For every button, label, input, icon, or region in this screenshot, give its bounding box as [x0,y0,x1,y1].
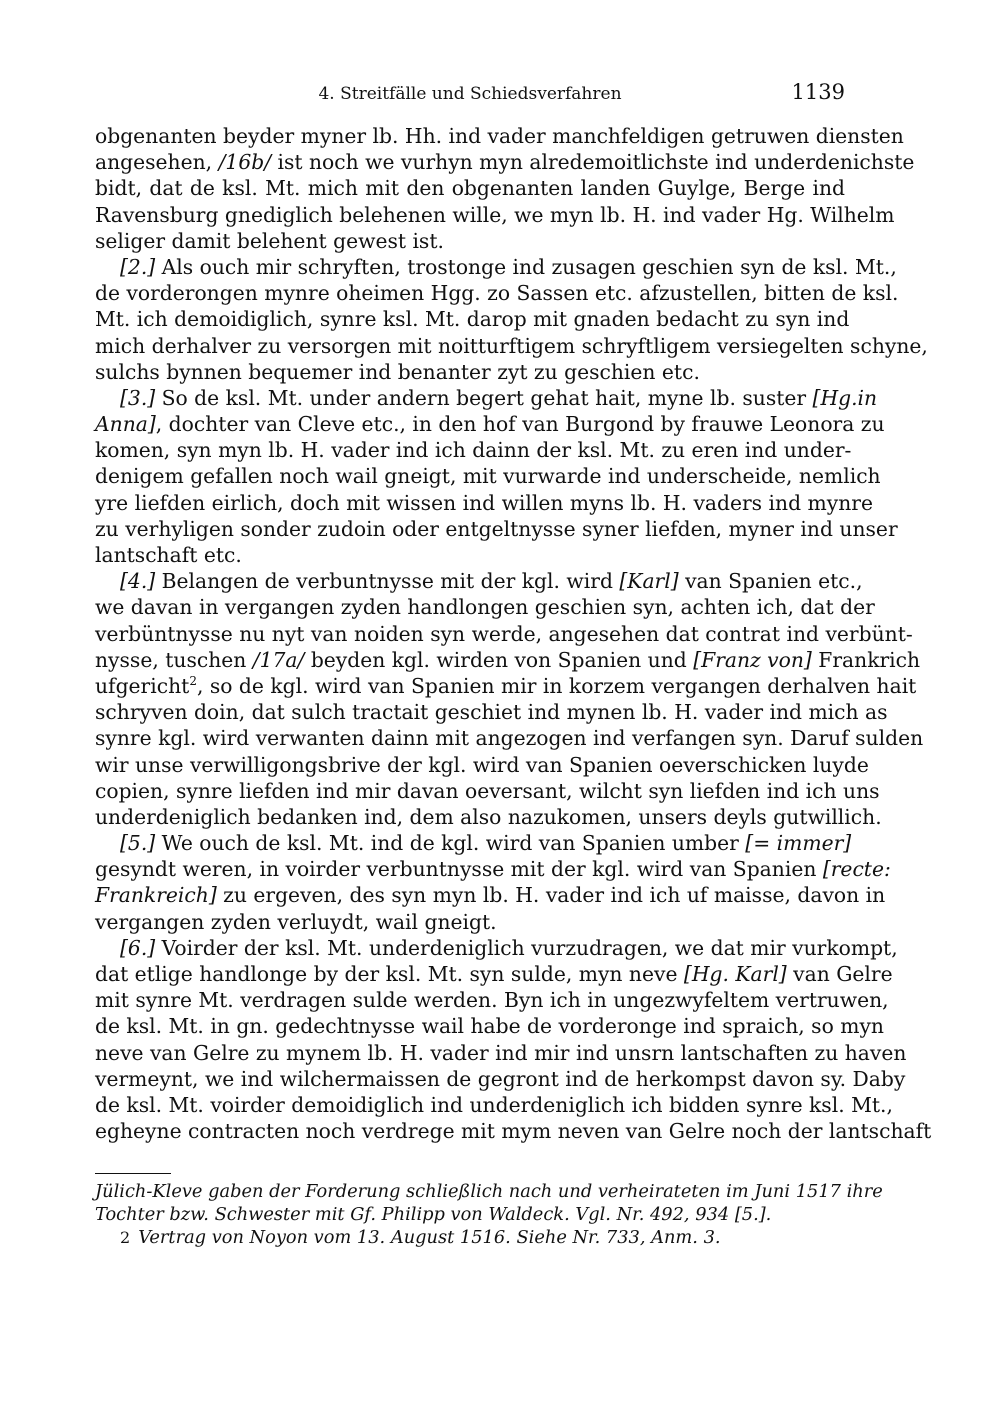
text-line [95,1066,906,1092]
text-segment: ufgericht [95,673,190,698]
text-segment: lantschaft etc. [95,543,242,567]
text-segment: , so de kgl. wird van Spanien mir in korzem vergangen derhalven hait [196,673,917,698]
text-segment: copien, synre liefden ind mir davan oeversant, wilcht syn liefden ind ich uns [95,778,880,803]
footnote-ref: 2 [189,674,197,689]
text-line [95,752,869,778]
text-line [95,961,893,987]
text-segment: van Gelre [786,962,893,986]
italic-segment: [6.] [120,935,156,960]
text-segment: synre kgl. wird verwanten dainn mit angezogen ind verfangen syn. Daruf sulden [95,726,924,751]
text-line [95,411,885,437]
text-segment: egheyne contracten noch verdrege mit mym neven van Gelre noch der lantschaft [95,1119,932,1144]
text-segment: Als ouch mir schryften, trostonge ind zusagen geschien syn de ksl. Mt., [155,254,897,279]
text-line [95,437,852,463]
text-line [95,647,921,673]
text-segment: yre liefden eirlich, doch mit wissen ind willen myns lb. H. vaders ind mynre [95,490,873,515]
italic-segment: /17a/ [252,647,305,672]
text-segment: vermeynt, we ind wilchermaissen de gegront ind de herkompst davon sy. Daby [95,1066,906,1091]
italic-segment: [Hg.in [812,385,878,410]
text-segment: obgenanten beyder myner lb. Hh. ind vader manchfeldigen getruwen diensten [95,124,904,148]
italic-segment: /16b/ [218,150,272,175]
text-line [95,385,878,411]
text-segment: de ksl. Mt. in gn. gedechtnysse wail habe de vorderonge ind spraich, so myn [95,1014,884,1039]
italic-segment: [Hg. Karl] [683,962,787,986]
text-line [95,673,917,699]
text-line [95,909,845,935]
main-text [95,123,932,1144]
text-line [95,149,915,175]
text-line [95,935,898,961]
text-segment: van Spanien etc., [678,569,863,594]
italic-segment: [2.] [120,254,156,279]
footnote-2-text: Vertrag von Noyon vom 13. August 1516. Siehe Nr. 733, Anm. 3. [138,1227,721,1248]
text-line [95,175,845,201]
text-segment: bidt, dat de ksl. Mt. mich mit den obgenanten landen Guylge, Berge ind [95,176,845,201]
italic-segment: [recte: [822,857,891,882]
text-segment: We ouch de ksl. Mt. ind de kgl. wird van Spanien umber [155,831,746,856]
text-line [95,280,899,306]
text-line [95,830,852,856]
text-segment: denigem gefallen noch wail gneigt, mit vurwarde ind underscheide, nemlich [95,464,881,489]
text-segment: schryven doin, dat sulch tractait geschiet ind mynen lb. H. vader ind mich as [95,700,888,725]
text-line [95,306,850,332]
text-segment: sulchs bynnen bequemer ind benanter zyt zu geschien etc. [95,359,700,384]
text-segment: dat etlige handlonge by der ksl. Mt. syn sulde, myn neve [95,962,684,986]
text-line [95,228,845,254]
text-line [95,882,886,908]
italic-segment: [Karl] [619,569,679,594]
page-header [95,80,845,110]
text-segment: Belangen de verbuntnysse mit der kgl. wird [155,569,620,594]
text-line [95,542,845,568]
text-line [95,699,888,725]
text-line [95,202,895,228]
text-line [95,987,889,1013]
footnote-1-line-1: Jülich-Kleve gaben der Forderung schließlich nach und verheirateten im Juni 1517 ihre [95,1181,883,1202]
text-line [95,1118,932,1144]
footnotes [95,1180,883,1249]
italic-segment: [3.] [120,385,156,410]
text-line [95,254,897,280]
text-segment: angesehen, [95,150,219,175]
text-segment: ist noch we vurhyn myn alredemoitlichste ind underdenichste [271,150,915,175]
italic-segment: Anna] [95,412,156,437]
text-segment: beyden kgl. wirden von Spanien und [304,647,694,672]
text-line [95,1013,884,1039]
text-line [95,568,863,594]
text-segment: neve van Gelre zu mynem lb. H. vader ind mir ind unsrn lantschaften zu haven [95,1040,907,1065]
text-line [95,333,928,359]
text-segment: vergangen zyden verluydt, wail gneigt. [95,909,497,934]
text-segment: komen, syn myn lb. H. vader ind ich dainn der ksl. Mt. zu eren ind under- [95,438,852,463]
page-number: 1139 [791,80,845,104]
text-segment: de vorderongen mynre oheimen Hgg. zo Sassen etc. afzustellen, bitten de ksl. [95,281,899,306]
text-line [95,1040,907,1066]
italic-segment: [Franz von] [693,647,812,672]
text-line [95,1092,893,1118]
text-segment: we davan in vergangen zyden handlongen geschien syn, achten ich, dat der [95,595,875,620]
text-line [95,725,924,751]
text-line [95,359,845,385]
footnote-1-line-2: Tochter bzw. Schwester mit Gf. Philipp von Waldeck. Vgl. Nr. 492, 934 [5.]. [95,1204,772,1225]
text-line [95,123,904,149]
text-segment: Mt. ich demoidiglich, synre ksl. Mt. darop mit gnaden bedacht zu syn ind [95,307,850,332]
text-line [95,778,880,804]
italic-segment: [= immer] [745,831,852,856]
text-segment: seliger damit belehent gewest ist. [95,228,444,253]
text-line [95,804,882,830]
text-segment: zu verhyligen sonder zudoin oder entgeltnysse syner liefden, myner ind unser [95,516,898,541]
text-segment: , dochter van Cleve etc., in den hof van Burgond by frauwe Leonora zu [155,412,885,437]
text-segment: gesyndt weren, in voirder verbuntnysse mit der kgl. wird van Spanien [95,857,823,882]
text-segment: mit synre Mt. verdragen sulde werden. Byn ich in ungezwyfeltem vertruwen, [95,988,889,1013]
text-segment: underdeniglich bedanken ind, dem also nazukomen, unsers deyls gutwillich. [95,804,882,829]
text-segment: Ravensburg gnediglich belehenen wille, we myn lb. H. ind vader Hg. Wilhelm [95,202,895,227]
footnote-2 [95,1226,845,1249]
text-line [95,516,898,542]
text-segment: mich derhalver zu versorgen mit noitturftigem schryftligem versiegelten schyne, [95,333,928,358]
text-line [95,594,875,620]
footnote-divider [95,1173,171,1174]
text-segment: wir unse verwilligongsbrive der kgl. wird van Spanien oeverschicken luyde [95,752,869,777]
text-segment: nysse, tuschen [95,647,253,672]
text-segment: So de ksl. Mt. under andern begert gehat hait, myne lb. suster [155,385,813,410]
text-segment: verbüntnysse nu nyt van noiden syn werde, angesehen dat contrat ind verbünt- [95,621,913,646]
text-segment: Voirder der ksl. Mt. underdeniglich vurzudragen, we dat mir vurkompt, [155,935,898,960]
running-head: 4. Streitfälle und Schiedsverfahren [318,84,622,104]
text-line [95,490,873,516]
text-line [95,463,881,489]
text-line [95,856,891,882]
text-segment: de ksl. Mt. voirder demoidiglich ind underdeniglich ich bidden synre ksl. Mt., [95,1092,893,1117]
italic-segment: [4.] [120,569,156,594]
text-line [95,621,913,647]
italic-segment: Frankreich] [95,883,217,908]
text-segment: Frankrich [811,647,921,672]
italic-segment: [5.] [120,831,156,856]
footnote-2-number: 2 [120,1228,131,1247]
text-segment: zu ergeven, des syn myn lb. H. vader ind ich uf maisse, davon in [216,883,886,908]
